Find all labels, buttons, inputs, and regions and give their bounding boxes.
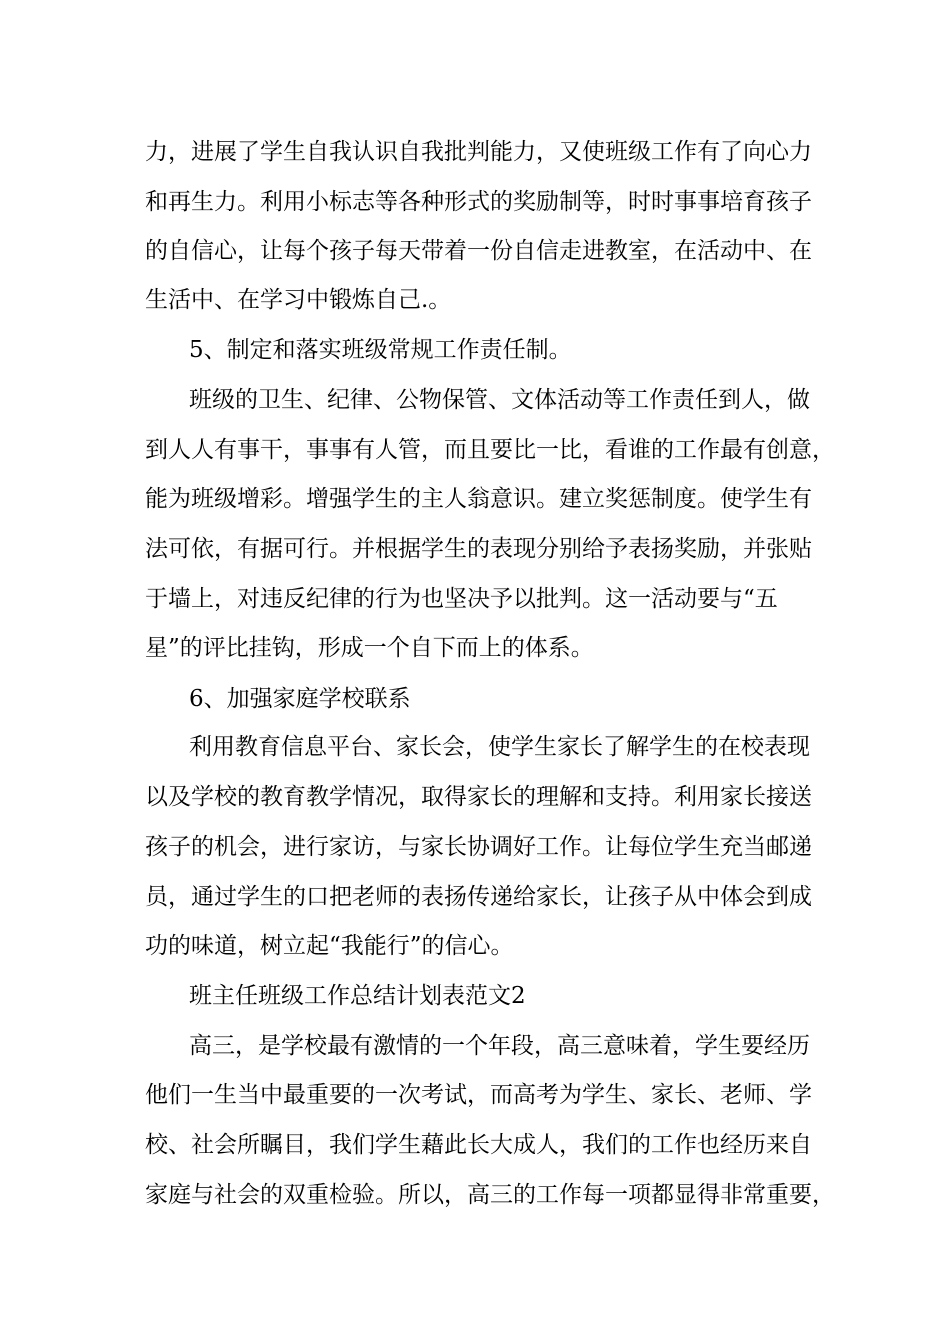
text-line: 星”的评比挂钩，形成一个自下而上的体系。 <box>145 635 594 661</box>
paragraph-first-line: 高三，是学校最有激情的一个年段，高三意味着，学生要经历 <box>189 1033 810 1059</box>
document-subtitle: 班主任班级工作总结计划表范文2 <box>189 983 526 1009</box>
text-line: 员，通过学生的口把老师的表扬传递给家长，让孩子从中体会到成 <box>145 884 812 910</box>
text-line: 他们一生当中最重要的一次考试，而高考为学生、家长、老师、学 <box>145 1082 812 1108</box>
text-line: 功的味道，树立起“我能行”的信心。 <box>145 933 514 959</box>
text-line: 生活中、在学习中锻炼自己.。 <box>145 287 452 313</box>
text-line: 校、社会所瞩目，我们学生藉此长大成人，我们的工作也经历来自 <box>145 1132 812 1158</box>
text-line: 和再生力。利用小标志等各种形式的奖励制等，时时事事培育孩子 <box>145 189 812 215</box>
text-line: 以及学校的教育教学情况，取得家长的理解和支持。利用家长接送 <box>145 784 812 810</box>
section-heading: 6、加强家庭学校联系 <box>189 686 411 712</box>
text-line: 法可依，有据可行。并根据学生的表现分别给予表扬奖励，并张贴 <box>145 536 812 562</box>
section-heading: 5、制定和落实班级常规工作责任制。 <box>189 337 572 363</box>
text-line: 于墙上，对违反纪律的行为也坚决予以批判。这一活动要与“五 <box>145 586 778 612</box>
text-line: 能为班级增彩。增强学生的主人翁意识。建立奖惩制度。使学生有 <box>145 486 812 512</box>
paragraph-first-line: 班级的卫生、纪律、公物保管、文体活动等工作责任到人，做 <box>189 387 810 413</box>
text-line: 家庭与社会的双重检验。所以，高三的工作每一项都显得非常重要， <box>145 1182 835 1208</box>
text-line: 的自信心，让每个孩子每天带着一份自信走进教室，在活动中、在 <box>145 238 812 264</box>
text-line: 孩子的机会，进行家访，与家长协调好工作。让每位学生充当邮递 <box>145 834 812 860</box>
paragraph-first-line: 利用教育信息平台、家长会，使学生家长了解学生的在校表现 <box>189 734 810 760</box>
text-line: 力，进展了学生自我认识自我批判能力，又使班级工作有了向心力 <box>145 139 812 165</box>
text-line: 到人人有事干，事事有人管，而且要比一比，看谁的工作最有创意， <box>145 437 835 463</box>
